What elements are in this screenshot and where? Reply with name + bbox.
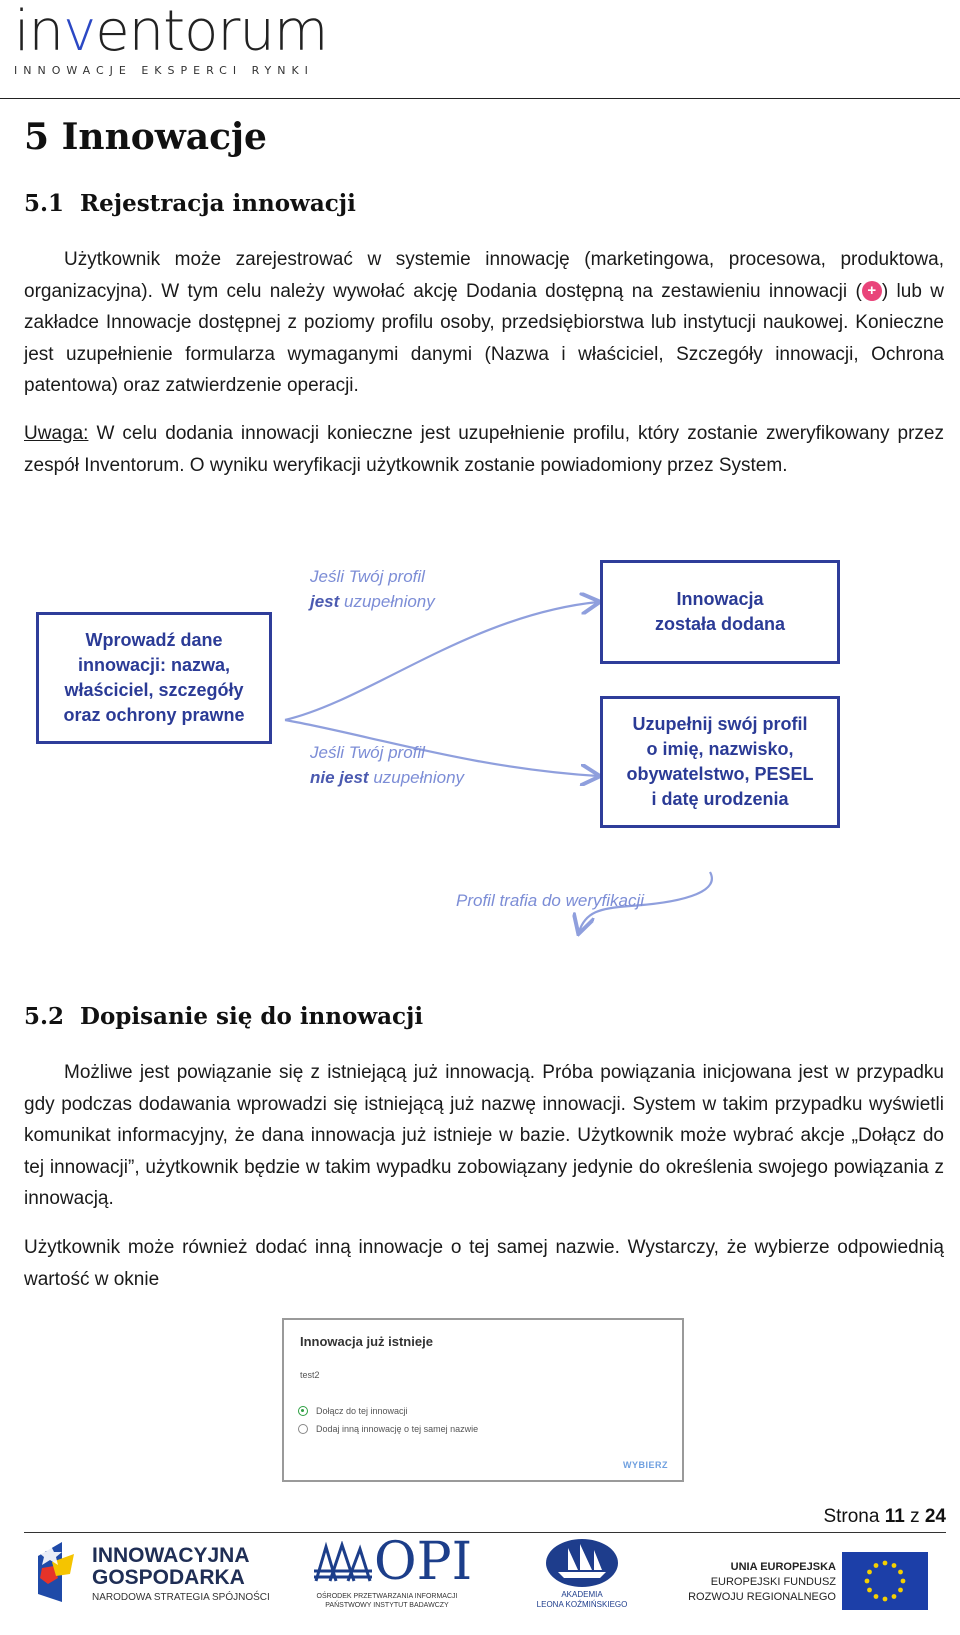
- opi-logo: OPI: [374, 1532, 473, 1592]
- add-plus-icon: +: [862, 281, 882, 301]
- innovation-added-box: Innowacja została dodana: [600, 560, 840, 664]
- section-5-1-heading: [24, 190, 356, 217]
- header-divider: [0, 98, 960, 99]
- radio-selected-icon[interactable]: [298, 1406, 308, 1416]
- verification-label: Profil trafia do weryfikacji: [456, 891, 645, 910]
- dialog-title: Innowacja już istnieje: [300, 1334, 433, 1349]
- akademia-logo: AKADEMIA LEONA KOŹMIŃSKIEGO: [536, 1590, 628, 1609]
- opi-subtitle: OŚRODEK PRZETWARZANIA INFORMACJI PAŃSTWOWY INSTYTUT BADAWCZY: [316, 1593, 458, 1609]
- add-other-innovation-option[interactable]: Dodaj inną innowację o tej samej nazwie: [298, 1424, 478, 1434]
- arrow-to-added: [285, 602, 598, 720]
- profile-complete-label: Jeśli Twój profil jest uzupełniony: [310, 567, 435, 611]
- dialog-innovation-name: test2: [300, 1370, 320, 1380]
- section-5-2-title: Dopisanie się do innowacji: [80, 1003, 424, 1030]
- innovation-exists-dialog: [282, 1318, 684, 1482]
- section-5-heading: 5 Innowacje: [24, 116, 267, 158]
- section-5-2-number: 5.2: [24, 1003, 65, 1030]
- radio-unselected-icon[interactable]: [298, 1424, 308, 1434]
- profile-incomplete-label: Jeśli Twój profil nie jest uzupełniony: [310, 743, 465, 787]
- section-5-1-paragraph: Użytkownik może zarejestrować w systemie innowację (marketingowa, procesowa, produktowa, organizacyjna). W tym celu należy wywołać akcję Dodania dostępną na zestawieniu innowacji ( + ) lub w zakładce Innowacje dostępnej z poziomy profilu osoby, przedsiębiorstwa lub instytucji naukowej. Konieczne jest uzupełnienie formularza wymaganymi danymi (Nazwa i właściciel, Szczegóły innowacji, Ochrona patentowa) oraz zatwierdzenie operacji.: [24, 249, 944, 396]
- complete-profile-box: Uzupełnij swój profil o imię, nazwisko, obywatelstwo, PESEL i datę urodzenia: [600, 696, 840, 828]
- section-5-1-title: Rejestracja innowacji: [80, 190, 356, 217]
- footer-divider: [24, 1532, 946, 1533]
- section-5-2-paragraph-1: Możliwe jest powiązanie się z istniejącą już innowacją. Próba powiązania inicjowana jest w przypadku gdy podczas dodawania wprowadzi się istniejącą już nazwę innowacji. System w takim przypadku wyświetli komunikat informacyjny, że dana innowacja już istnieje w bazie. Użytkownik może wybrać akcje „Dołącz do tej innowacji”, użytkownik będzie w takim wypadku zobowiązany jedynie do określenia swojego powiązania z innowacją.: [24, 1062, 944, 1209]
- opi-emblem-icon: [312, 1541, 374, 1585]
- logo-tagline: INNOWACJE EKSPERCI RYNKI: [14, 64, 314, 77]
- eu-fund-text: UNIA EUROPEJSKA EUROPEJSKI FUNDUSZ ROZWOJU REGIONALNEGO: [688, 1561, 836, 1603]
- akademia-ship-icon: [544, 1538, 620, 1588]
- choose-button[interactable]: WYBIERZ: [623, 1460, 668, 1470]
- innowacyjna-gospodarka-logo: INNOWACYJNA GOSPODARKA NARODOWA STRATEGIA SPÓJNOŚCI: [92, 1544, 270, 1603]
- page-number: Strona 11 z 24: [823, 1506, 946, 1527]
- uwaga-label: Uwaga:: [24, 423, 89, 444]
- registration-flow-diagram: [30, 560, 910, 960]
- eu-flag-icon: [842, 1552, 928, 1610]
- inventorum-logo: [14, 0, 328, 77]
- uwaga-note: Uwaga: W celu dodania innowacji konieczne jest uzupełnienie profilu, który zostanie zweryfikowany przez zespół Inventorum. O wyniku weryfikacji użytkownik zostanie powiadomiony przez System.: [24, 423, 944, 476]
- section-5-2-heading: [24, 1003, 423, 1030]
- section-5-1-number: 5.1: [24, 190, 65, 217]
- section-5-2-paragraph-2: Użytkownik może również dodać inną innowacje o tej samej nazwie. Wystarczy, że wybierze odpowiednią wartość w oknie: [24, 1237, 944, 1290]
- enter-data-box: Wprowadź dane innowacji: nazwa, właściciel, szczegóły oraz ochrony prawne: [36, 612, 272, 744]
- innowacyjna-gospodarka-logo-icon: [32, 1538, 80, 1608]
- logo-wordmark: inventorum: [14, 0, 328, 64]
- join-innovation-option[interactable]: Dołącz do tej innowacji: [298, 1406, 408, 1416]
